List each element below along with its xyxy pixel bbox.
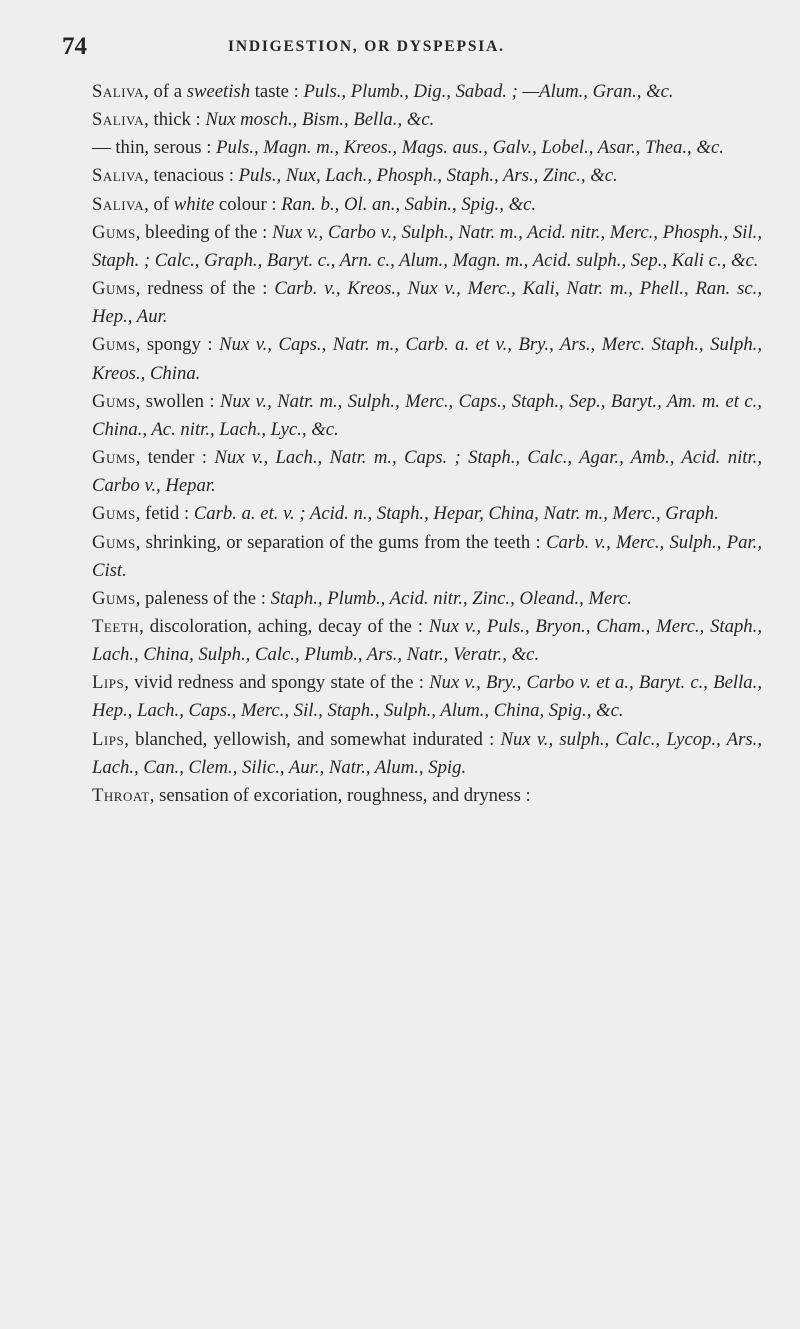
entry-term: Lips: [92, 728, 125, 750]
entry-symptom: , blanched, yellowish, and somewhat indurated :: [124, 728, 501, 750]
entry-symptom: , of: [144, 193, 174, 215]
repertory-text: [92, 78, 762, 810]
entry-symptom-cont: taste :: [250, 81, 304, 102]
entry-remedies: Nux v., Bry., Carbo v. et a., Baryt. c., Bella., Hep., Lach., Caps., Merc., Sil., Staph., Sulph., Alum., China, Spig., &c.: [92, 672, 762, 722]
entry-remedies: Carb. v., Kreos., Nux v., Merc., Kali, Natr. m., Phell., Ran. sc., Hep., Aur.: [92, 278, 762, 328]
page-header: [62, 33, 738, 61]
entry-term: Gums: [92, 503, 136, 525]
entry-term: Lips: [92, 672, 125, 694]
entry-term: Gums: [92, 531, 136, 553]
entry-symptom: , redness of the :: [135, 278, 275, 300]
entry-term: Gums: [92, 221, 136, 243]
entry-gums-fetid: [92, 500, 762, 528]
entry-term: Teeth: [92, 615, 140, 637]
entry-symptom: , sensation of excoriation, roughness, and dryness :: [149, 784, 531, 806]
entry-symptom: , spongy :: [135, 334, 220, 356]
entry-saliva-sweetish: [92, 78, 762, 106]
entry-throat-excoriation: [92, 782, 762, 810]
entry-term: Gums: [92, 587, 136, 609]
entry-symptom: , swollen :: [135, 390, 220, 412]
entry-remedies: Carb. a. et. v. ; Acid. n., Staph., Hepar, China, Natr. m., Merc., Graph.: [193, 503, 719, 525]
entry-remedies: Nux v., Lach., Natr. m., Caps. ; Staph., Calc., Agar., Amb., Acid. nitr., Carbo v., Hepar.: [92, 447, 762, 497]
entry-gums-tender: [92, 444, 762, 500]
entry-term: Throat: [92, 784, 150, 806]
entry-remedies: Nux v., Puls., Bryon., Cham., Merc., Staph., Lach., China, Sulph., Calc., Plumb., Ars., Natr., Veratr., &c.: [92, 615, 762, 666]
entry-lips-redness: [92, 669, 762, 725]
entry-gums-swollen: [92, 388, 762, 444]
entry-symptom-cont: colour :: [214, 193, 282, 215]
entry-term: Gums: [92, 447, 136, 469]
entry-remedies: Puls., Plumb., Dig., Sabad. ; —Alum., Gran., &c.: [303, 81, 674, 102]
entry-symptom: , tender :: [135, 447, 215, 469]
entry-gums-shrinking: [92, 529, 762, 585]
entry-symptom: , tenacious :: [144, 165, 239, 187]
entry-symptom: , vivid redness and spongy state of the :: [124, 672, 430, 694]
entry-saliva-white: [92, 191, 762, 219]
entry-term: Saliva: [92, 81, 145, 102]
entry-term: Saliva: [92, 193, 145, 215]
entry-remedies: Nux v., sulph., Calc., Lycop., Ars., Lach., Can., Clem., Silic., Aur., Natr., Alum., Spig.: [92, 728, 762, 778]
entry-remedies: Puls., Magn. m., Kreos., Mags. aus., Galv., Lobel., Asar., Thea., &c.: [216, 137, 724, 159]
entry-term: Gums: [92, 390, 136, 412]
entry-term: Gums: [92, 278, 136, 300]
entry-emphasis: white: [173, 193, 215, 215]
entry-saliva-tenacious: [92, 162, 762, 190]
entry-symptom: , of a: [144, 81, 187, 102]
entry-saliva-thick: [92, 106, 762, 134]
entry-saliva-thin: [92, 134, 762, 162]
entry-symptom: , bleeding of the :: [135, 221, 273, 243]
entry-gums-spongy: [92, 331, 762, 387]
entry-remedies: Nux v., Natr. m., Sulph., Merc., Caps., Staph., Sep., Baryt., Am. m. et c., China., Ac. nitr., Lach., Lyc., &c.: [92, 390, 762, 440]
entry-symptom: , discoloration, aching, decay of the :: [139, 615, 429, 637]
entry-symptom: , paleness of the :: [135, 587, 271, 609]
entry-symptom: , shrinking, or separation of the gums from the teeth :: [135, 531, 547, 553]
entry-remedies: Ran. b., Ol. an., Sabin., Spig., &c.: [281, 193, 537, 215]
entry-gums-paleness: [92, 585, 762, 613]
entry-symptom: thin, serous :: [110, 137, 217, 159]
entry-gums-redness: [92, 275, 762, 331]
entry-symptom: , thick :: [144, 109, 206, 131]
entry-symptom: , fetid :: [135, 503, 194, 525]
entry-teeth-discoloration: [92, 613, 762, 669]
entry-term: Gums: [92, 334, 136, 356]
entry-remedies: Staph., Plumb., Acid. nitr., Zinc., Oleand., Merc.: [270, 587, 632, 609]
entry-term: Saliva: [92, 109, 145, 131]
entry-remedies: Carb. v., Merc., Sulph., Par., Cist.: [92, 531, 762, 581]
entry-remedies: Nux v., Caps., Natr. m., Carb. a. et v., Bry., Ars., Merc. Staph., Sulph., Kreos., China.: [92, 334, 763, 384]
entry-gums-bleeding: [92, 219, 762, 275]
running-head: INDIGESTION, OR DYSPEPSIA.: [228, 38, 505, 55]
page-number: 74: [62, 33, 87, 60]
entry-lips-blanched: [92, 726, 762, 782]
entry-term: Saliva: [92, 165, 145, 187]
entry-remedies: Puls., Nux, Lach., Phosph., Staph., Ars., Zinc., &c.: [238, 165, 618, 187]
entry-remedies: Nux v., Carbo v., Sulph., Natr. m., Acid. nitr., Merc., Phosph., Sil., Staph. ; Calc., Graph., Baryt. c., Arn. c., Alum., Magn. m., Acid. sulph., Sep., Kali c., &c.: [92, 221, 762, 271]
entry-emphasis: sweetish: [186, 81, 251, 102]
entry-remedies: Nux mosch., Bism., Bella., &c.: [205, 109, 435, 131]
entry-dash: —: [92, 137, 111, 159]
